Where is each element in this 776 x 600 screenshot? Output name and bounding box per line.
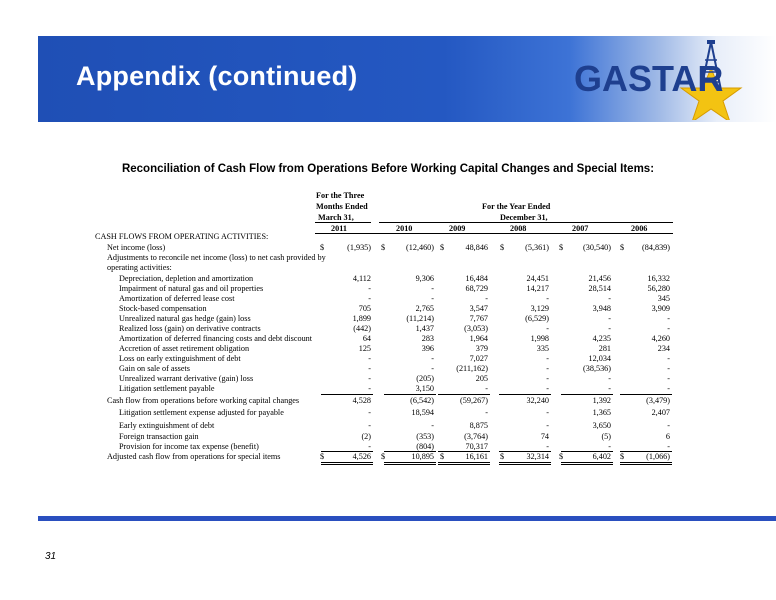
table-cell: (353) bbox=[416, 432, 434, 441]
table-cell: (38,536) bbox=[583, 364, 611, 373]
table-cell: 4,112 bbox=[352, 274, 371, 283]
year-underline bbox=[315, 233, 673, 234]
table-cell: 10,895 bbox=[411, 452, 434, 461]
col-header-three-months-3: March 31, bbox=[318, 213, 354, 222]
table-cell: 16,332 bbox=[647, 274, 670, 283]
col-header-year-1: For the Year Ended bbox=[482, 202, 551, 211]
table-cell: - bbox=[667, 354, 670, 363]
table-cell: 28,514 bbox=[588, 284, 611, 293]
dollar-sign: $ bbox=[559, 452, 564, 461]
table-cell: 7,767 bbox=[469, 314, 488, 323]
table-cell: - bbox=[431, 421, 434, 430]
subtotal-rule bbox=[561, 394, 613, 395]
table-cell: 283 bbox=[421, 334, 434, 343]
header-rule-year bbox=[379, 222, 673, 223]
table-cell: 64 bbox=[362, 334, 371, 343]
table-cell: 4,235 bbox=[592, 334, 611, 343]
table-cell: 56,280 bbox=[647, 284, 670, 293]
total-double-rule bbox=[438, 462, 490, 465]
table-cell: 32,240 bbox=[526, 396, 549, 405]
table-cell: - bbox=[431, 294, 434, 303]
total-rule bbox=[499, 451, 551, 452]
table-cell: (84,839) bbox=[642, 243, 670, 252]
table-cell: 21,456 bbox=[588, 274, 611, 283]
table-cell: 18,594 bbox=[411, 408, 434, 417]
table-cell: - bbox=[431, 354, 434, 363]
table-cell: 4,526 bbox=[352, 452, 371, 461]
table-cell: - bbox=[667, 314, 670, 323]
table-cell: - bbox=[667, 324, 670, 333]
table-cell: 3,650 bbox=[592, 421, 611, 430]
table-cell: (3,053) bbox=[464, 324, 488, 333]
col-header-three-months-1: For the Three bbox=[316, 191, 365, 200]
table-cell: 2,407 bbox=[651, 408, 670, 417]
total-double-rule bbox=[561, 462, 613, 465]
table-cell: 1,392 bbox=[592, 396, 611, 405]
table-cell: - bbox=[485, 294, 488, 303]
table-cell: - bbox=[368, 408, 371, 417]
header-rule-three-months bbox=[315, 222, 371, 223]
row-label: Amortization of deferred lease cost bbox=[119, 294, 235, 303]
table-cell: - bbox=[608, 374, 611, 383]
subtotal-rule bbox=[438, 394, 490, 395]
col-header-three-months-2: Months Ended bbox=[316, 202, 368, 211]
table-cell: 345 bbox=[657, 294, 670, 303]
row-label: Foreign transaction gain bbox=[119, 432, 199, 441]
table-cell: 32,314 bbox=[526, 452, 549, 461]
table-cell: - bbox=[667, 374, 670, 383]
row-label: Impairment of natural gas and oil properties bbox=[119, 284, 264, 293]
row-label: Realized loss (gain) on derivative contracts bbox=[119, 324, 261, 333]
table-cell: 1,964 bbox=[469, 334, 488, 343]
row-label: Net income (loss) bbox=[107, 243, 166, 252]
subtotal-rule bbox=[384, 394, 436, 395]
table-cell: - bbox=[546, 354, 549, 363]
table-cell: 3,909 bbox=[651, 304, 670, 313]
dollar-sign: $ bbox=[381, 243, 386, 252]
table-cell: (6,542) bbox=[410, 396, 434, 405]
row-label: Adjustments to reconcile net income (loss) to net cash provided by bbox=[107, 253, 326, 262]
subtotal-rule bbox=[620, 394, 672, 395]
row-label: Unrealized warrant derivative (gain) loss bbox=[119, 374, 254, 383]
table-cell: 74 bbox=[540, 432, 549, 441]
total-rule bbox=[438, 451, 490, 452]
table-cell: - bbox=[667, 384, 670, 393]
table-cell: - bbox=[546, 324, 549, 333]
table-cell: - bbox=[431, 364, 434, 373]
table-cell: - bbox=[546, 408, 549, 417]
table-cell: 1,437 bbox=[415, 324, 434, 333]
table-cell: (30,540) bbox=[583, 243, 611, 252]
table-cell: - bbox=[608, 324, 611, 333]
table-cell: - bbox=[546, 421, 549, 430]
table-cell: - bbox=[667, 364, 670, 373]
table-cell: (442) bbox=[353, 324, 371, 333]
table-cell: 1,365 bbox=[592, 408, 611, 417]
table-cell: (5) bbox=[601, 432, 611, 441]
col-header-year-2: December 31, bbox=[500, 213, 548, 222]
table-cell: - bbox=[485, 384, 488, 393]
table-cell: - bbox=[368, 384, 371, 393]
table-cell: 4,260 bbox=[651, 334, 670, 343]
row-label: Depreciation, depletion and amortization bbox=[119, 274, 254, 283]
dollar-sign: $ bbox=[320, 452, 325, 461]
section-heading: CASH FLOWS FROM OPERATING ACTIVITIES: bbox=[95, 232, 269, 241]
page-number: 31 bbox=[45, 551, 57, 562]
table-cell: - bbox=[546, 384, 549, 393]
table-cell: 281 bbox=[598, 344, 611, 353]
table-cell: - bbox=[546, 442, 549, 451]
table-cell: 8,875 bbox=[469, 421, 488, 430]
table-cell: 6 bbox=[665, 432, 670, 441]
subtotal-rule bbox=[499, 394, 551, 395]
table-cell: 1,998 bbox=[530, 334, 549, 343]
table-cell: - bbox=[608, 384, 611, 393]
total-double-rule bbox=[321, 462, 373, 465]
table-cell: 24,451 bbox=[526, 274, 549, 283]
table-cell: - bbox=[431, 284, 434, 293]
table-cell: 3,129 bbox=[530, 304, 549, 313]
total-double-rule bbox=[499, 462, 551, 465]
table-cell: 3,948 bbox=[592, 304, 611, 313]
table-cell: - bbox=[608, 314, 611, 323]
total-rule bbox=[620, 451, 672, 452]
table-cell: 7,027 bbox=[469, 354, 488, 363]
table-cell: 70,317 bbox=[465, 442, 488, 451]
table-cell: (205) bbox=[416, 374, 434, 383]
table-cell: - bbox=[485, 408, 488, 417]
table-cell: - bbox=[546, 364, 549, 373]
footer-bar bbox=[38, 516, 776, 521]
table-cell: (211,162) bbox=[456, 364, 488, 373]
row-label: operating activities: bbox=[107, 263, 172, 272]
row-label: Unrealized natural gas hedge (gain) loss bbox=[119, 314, 251, 323]
table-cell: - bbox=[608, 442, 611, 451]
year-header-2008: 2008 bbox=[510, 224, 527, 233]
table-cell: (5,361) bbox=[525, 243, 549, 252]
table-cell: - bbox=[368, 354, 371, 363]
table-cell: - bbox=[546, 374, 549, 383]
table-cell: - bbox=[667, 421, 670, 430]
table-subtitle: Reconciliation of Cash Flow from Operations Before Working Capital Changes and Special Items: bbox=[121, 163, 655, 175]
dollar-sign: $ bbox=[500, 452, 505, 461]
table-cell: 379 bbox=[475, 344, 488, 353]
table-cell: 9,306 bbox=[415, 274, 434, 283]
row-label: Adjusted cash flow from operations for special items bbox=[107, 452, 281, 461]
row-label: Litigation settlement expense adjusted for payable bbox=[119, 408, 284, 417]
table-cell: (1,935) bbox=[347, 243, 371, 252]
dollar-sign: $ bbox=[440, 243, 445, 252]
table-cell: (2) bbox=[361, 432, 371, 441]
table-cell: - bbox=[368, 294, 371, 303]
row-label: Loss on early extinguishment of debt bbox=[119, 354, 241, 363]
table-cell: 12,034 bbox=[588, 354, 611, 363]
total-double-rule bbox=[384, 462, 436, 465]
year-header-2011: 2011 bbox=[331, 224, 347, 233]
year-header-2006: 2006 bbox=[631, 224, 648, 233]
table-cell: - bbox=[608, 294, 611, 303]
table-cell: 16,161 bbox=[465, 452, 488, 461]
dollar-sign: $ bbox=[620, 243, 625, 252]
dollar-sign: $ bbox=[500, 243, 505, 252]
total-double-rule bbox=[620, 462, 672, 465]
table-cell: - bbox=[667, 442, 670, 451]
row-label: Gain on sale of assets bbox=[119, 364, 190, 373]
table-cell: 3,547 bbox=[469, 304, 488, 313]
subtotal-rule bbox=[321, 394, 373, 395]
table-cell: - bbox=[368, 364, 371, 373]
year-header-2009: 2009 bbox=[449, 224, 466, 233]
table-cell: (11,214) bbox=[406, 314, 434, 323]
table-cell: (6,529) bbox=[525, 314, 549, 323]
row-label: Litigation settlement payable bbox=[119, 384, 215, 393]
table-cell: (59,267) bbox=[460, 396, 488, 405]
table-cell: - bbox=[368, 421, 371, 430]
table-cell: 68,729 bbox=[465, 284, 488, 293]
table-cell: 4,528 bbox=[352, 396, 371, 405]
row-label: Stock-based compensation bbox=[119, 304, 207, 313]
page-title: Appendix (continued) bbox=[76, 61, 358, 91]
dollar-sign: $ bbox=[320, 243, 325, 252]
table-cell: 234 bbox=[657, 344, 670, 353]
table-cell: (1,066) bbox=[646, 452, 670, 461]
total-rule bbox=[321, 451, 373, 452]
row-label: Early extinguishment of debt bbox=[119, 421, 215, 430]
table-cell: 396 bbox=[421, 344, 434, 353]
row-label: Provision for income tax expense (benefit) bbox=[119, 442, 259, 451]
row-label: Cash flow from operations before working capital changes bbox=[107, 396, 300, 405]
table-cell: (804) bbox=[416, 442, 434, 451]
table-cell: - bbox=[368, 374, 371, 383]
table-cell: (3,479) bbox=[646, 396, 670, 405]
table-cell: 48,846 bbox=[465, 243, 488, 252]
table-cell: - bbox=[368, 442, 371, 451]
logo-wordmark: GASTAR bbox=[574, 58, 724, 99]
table-cell: 2,765 bbox=[415, 304, 434, 313]
table-cell: 205 bbox=[475, 374, 488, 383]
table-cell: 3,150 bbox=[415, 384, 434, 393]
row-label: Amortization of deferred financing costs and debt discount bbox=[119, 334, 313, 343]
table-cell: 14,217 bbox=[526, 284, 549, 293]
year-header-2010: 2010 bbox=[396, 224, 413, 233]
table-cell: - bbox=[368, 284, 371, 293]
table-cell: 335 bbox=[536, 344, 549, 353]
total-rule bbox=[384, 451, 436, 452]
table-cell: 16,484 bbox=[465, 274, 488, 283]
year-header-2007: 2007 bbox=[572, 224, 589, 233]
dollar-sign: $ bbox=[559, 243, 564, 252]
dollar-sign: $ bbox=[440, 452, 445, 461]
row-label: Accretion of asset retirement obligation bbox=[119, 344, 250, 353]
table-cell: 705 bbox=[358, 304, 371, 313]
table-cell: 6,402 bbox=[592, 452, 611, 461]
dollar-sign: $ bbox=[620, 452, 625, 461]
table-cell: (12,460) bbox=[406, 243, 434, 252]
table-cell: - bbox=[546, 294, 549, 303]
dollar-sign: $ bbox=[381, 452, 386, 461]
total-rule bbox=[561, 451, 613, 452]
table-cell: 125 bbox=[358, 344, 371, 353]
table-cell: (3,764) bbox=[464, 432, 488, 441]
table-cell: 1,899 bbox=[352, 314, 371, 323]
